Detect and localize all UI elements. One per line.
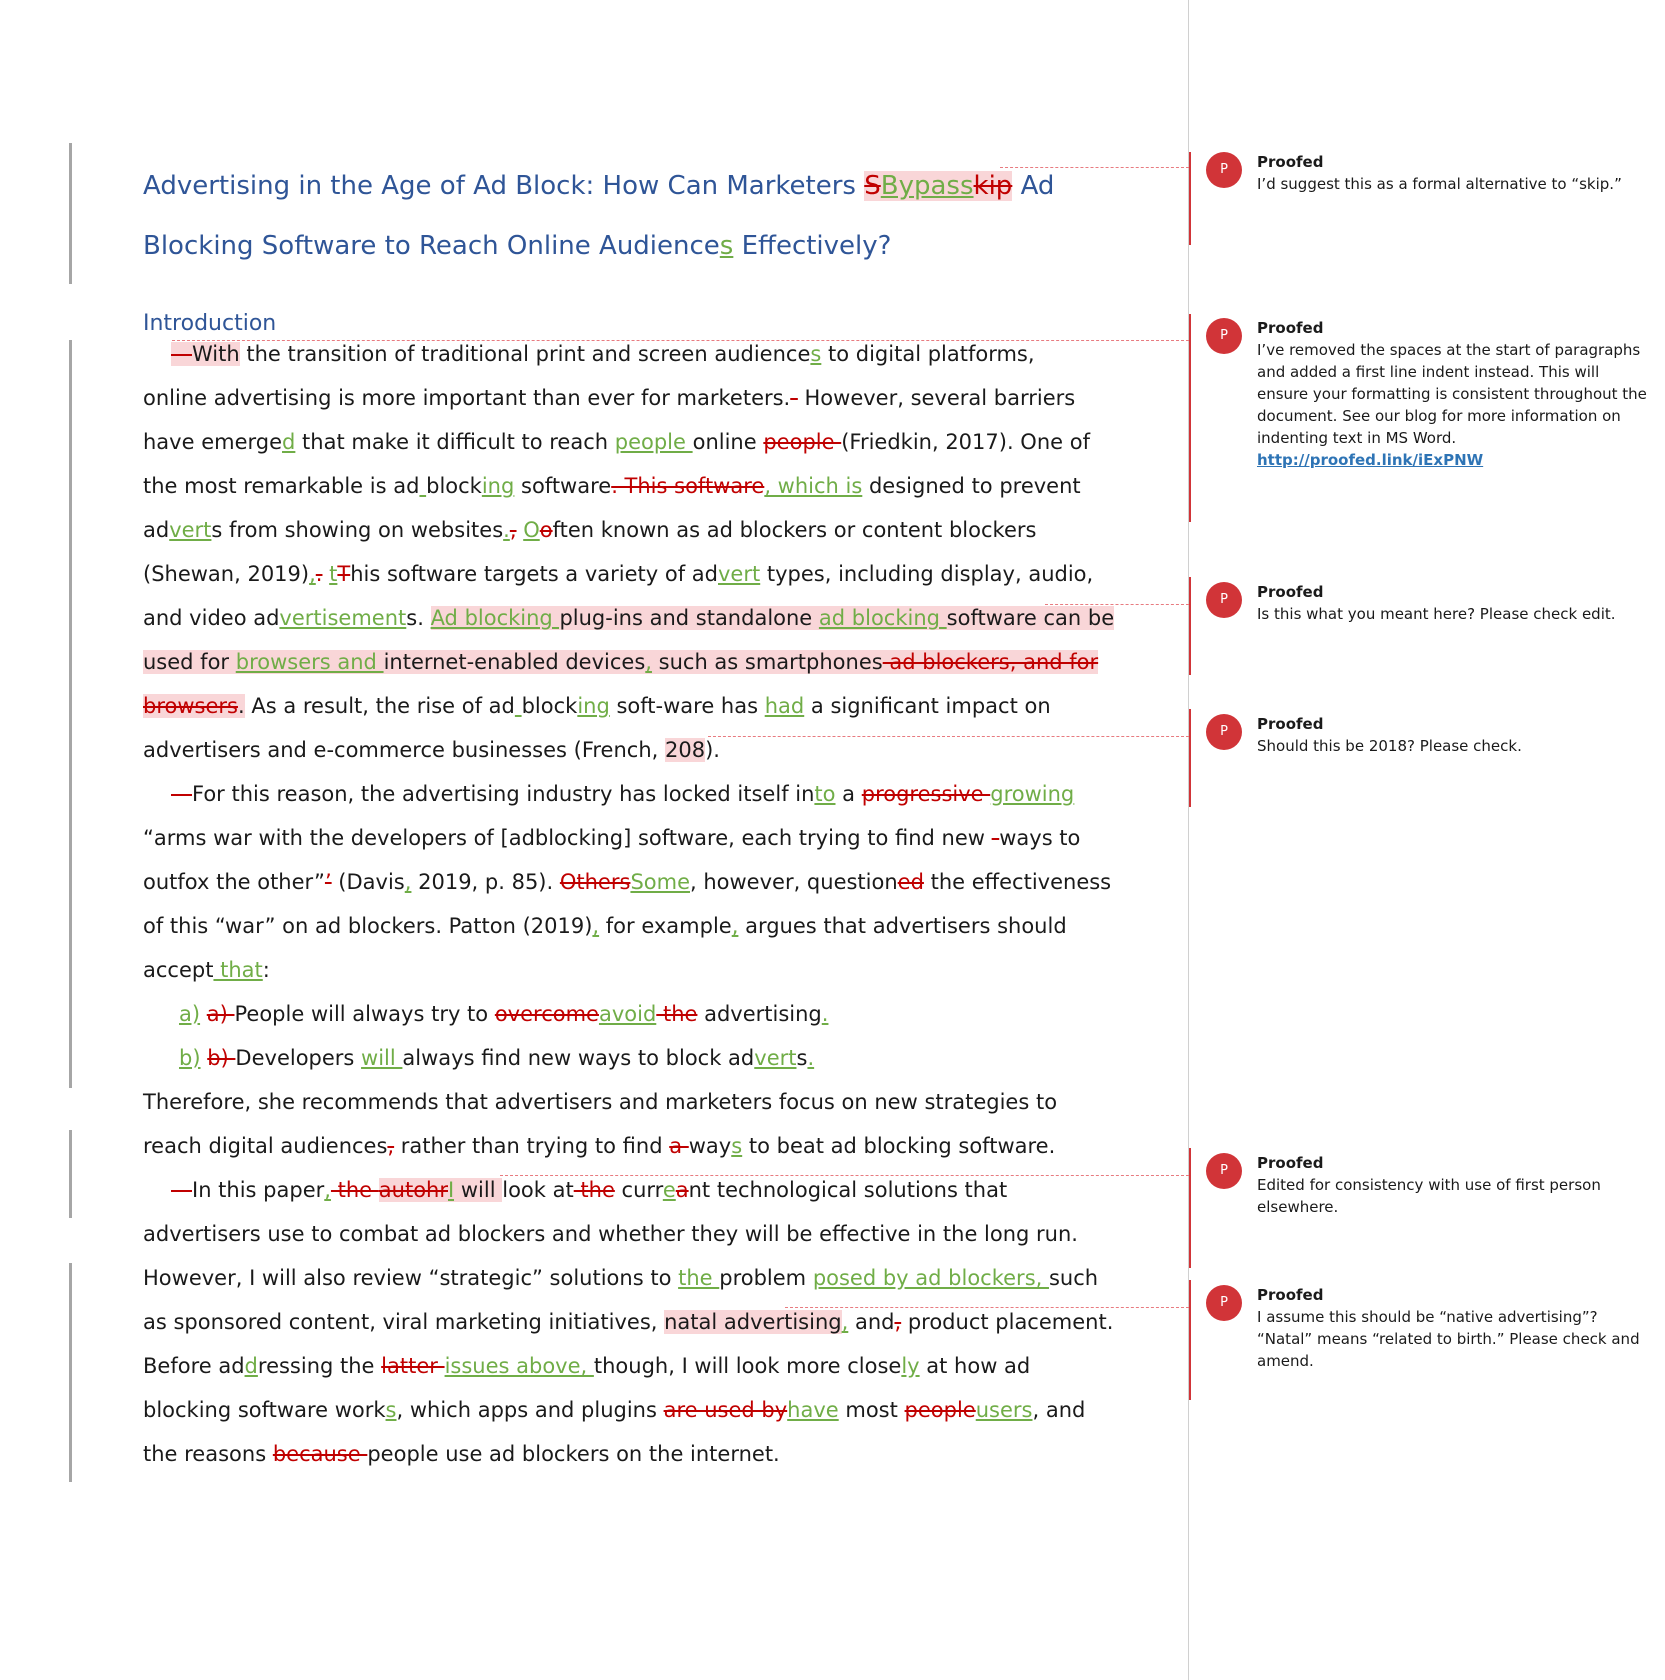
text-run: accept xyxy=(143,958,214,982)
text-run: a significant impact on xyxy=(804,694,1051,718)
deleted-text: ’ xyxy=(324,870,332,894)
text-run: online xyxy=(692,430,764,454)
inserted-text: vert xyxy=(169,518,212,542)
text-run: online advertising is more important than ever for marketers. xyxy=(143,386,791,410)
comment-author: Proofed xyxy=(1257,153,1324,171)
text-run: a xyxy=(835,782,862,806)
body-line xyxy=(143,779,1074,809)
text-run: the most remarkable is ad xyxy=(143,474,420,498)
comment-leader-line xyxy=(1000,167,1189,168)
comment-indicator-bar xyxy=(1189,314,1191,522)
text-run: types, including display, audio, xyxy=(760,562,1094,586)
inserted-text: b) xyxy=(179,1046,201,1070)
deleted-text: are used by xyxy=(663,1398,788,1422)
comment-leader-line xyxy=(785,1307,1189,1308)
text-run: , however, question xyxy=(690,870,898,894)
text-run: soft-ware has xyxy=(609,694,765,718)
comment-indicator-bar xyxy=(1189,1148,1191,1268)
text-run: As a result, the rise of ad xyxy=(244,694,515,718)
text-run: Ad xyxy=(1012,171,1055,201)
text-run: and xyxy=(848,1310,895,1334)
text-run: at how ad xyxy=(919,1354,1031,1378)
text-run: though, I will look more close xyxy=(593,1354,902,1378)
body-line xyxy=(143,1263,1098,1293)
inserted-text: Ad blocking xyxy=(430,606,560,630)
deleted-text: . xyxy=(315,562,323,586)
text-run: For this reason, the advertising industry has locked itself in xyxy=(192,782,815,806)
deleted-text: overcome xyxy=(494,1002,599,1026)
deleted-text: people xyxy=(763,430,842,454)
body-line xyxy=(143,471,1081,501)
text-run: advertisers use to combat ad blockers and whether they will be effective in the long run. xyxy=(143,1222,1078,1246)
text-run: product placement. xyxy=(901,1310,1114,1334)
avatar: P xyxy=(1206,152,1242,188)
inserted-text: d xyxy=(282,430,296,454)
inserted-text xyxy=(515,694,522,718)
inserted-text: avoid xyxy=(598,1002,657,1026)
text-run: However, several barriers xyxy=(797,386,1076,410)
comment-indicator-bar xyxy=(1189,1280,1191,1400)
text-run: “arms war with the developers of [adblocking] software, each trying to find new xyxy=(143,826,992,850)
comment-body: Is this what you meant here? Please check edit. xyxy=(1257,605,1616,623)
comment-text xyxy=(1257,735,1647,757)
deleted-text: Others xyxy=(559,870,631,894)
comment-body: I’d suggest this as a formal alternative to “skip.” xyxy=(1257,175,1622,193)
inserted-text: e xyxy=(662,1178,676,1202)
deleted-text: autohr xyxy=(378,1178,448,1202)
deleted-text: a) xyxy=(206,1002,235,1026)
text-run: Advertising in the Age of Ad Block: How Can Marketers xyxy=(143,171,865,201)
text-run: rather than trying to find xyxy=(394,1134,670,1158)
highlighted-text: 208 xyxy=(665,738,706,762)
text-run: for example xyxy=(599,914,732,938)
deleted-text: the xyxy=(573,1178,615,1202)
inserted-text: ad blocking xyxy=(818,606,947,630)
comment-author: Proofed xyxy=(1257,319,1324,337)
deleted-text: S xyxy=(864,171,881,201)
text-run: Developers xyxy=(235,1046,362,1070)
text-run: outfox the other” xyxy=(143,870,325,894)
inserted-text: , xyxy=(324,1178,331,1202)
inserted-text: growing xyxy=(990,782,1075,806)
text-run: always find new ways to block ad xyxy=(402,1046,755,1070)
deleted-text: a xyxy=(675,1178,689,1202)
inserted-text: vert xyxy=(718,562,761,586)
text-run: problem xyxy=(719,1266,813,1290)
inserted-text: t xyxy=(329,562,338,586)
text-run: designed to prevent xyxy=(862,474,1081,498)
body-line xyxy=(143,515,1036,545)
text-run: block xyxy=(426,474,482,498)
text-run: Before ad xyxy=(143,1354,245,1378)
body-line xyxy=(143,647,1098,677)
highlighted-text: With xyxy=(192,342,240,366)
comment-leader-line xyxy=(1045,604,1189,605)
text-run: ). xyxy=(705,738,720,762)
deleted-text: progressive xyxy=(861,782,991,806)
body-line xyxy=(143,1395,1085,1425)
inserted-text: . xyxy=(807,1046,815,1070)
text-run: (Davis xyxy=(331,870,405,894)
comment-indicator-bar xyxy=(1189,152,1191,245)
text-run: most xyxy=(838,1398,905,1422)
deleted-text: ad blockers, and for xyxy=(882,650,1099,674)
comment-text xyxy=(1257,339,1647,471)
deleted-text: , xyxy=(509,518,517,542)
inserted-text: I xyxy=(448,1178,455,1202)
highlighted-text: internet-enabled devices xyxy=(383,650,646,674)
deleted-text: — xyxy=(171,1178,192,1202)
body-line xyxy=(143,823,1080,853)
deleted-text: , xyxy=(387,1134,395,1158)
text-run: , which apps and plugins xyxy=(396,1398,664,1422)
text-run: and video ad xyxy=(143,606,280,630)
highlighted-text: software can be xyxy=(946,606,1115,630)
comment-author: Proofed xyxy=(1257,1154,1324,1172)
comment-link[interactable]: http://proofed.link/iExPNW xyxy=(1257,451,1484,469)
deleted-text: the xyxy=(656,1002,698,1026)
avatar: P xyxy=(1206,1153,1242,1189)
comment-author: Proofed xyxy=(1257,715,1324,733)
highlighted-text: such as smartphones xyxy=(651,650,883,674)
deleted-text: — xyxy=(171,782,192,806)
avatar: P xyxy=(1206,714,1242,750)
deleted-text: people xyxy=(904,1398,976,1422)
deleted-text: a xyxy=(669,1134,689,1158)
document-title-line-2 xyxy=(143,228,891,264)
inserted-text: , xyxy=(592,914,600,938)
text-run: that make it difficult to reach xyxy=(295,430,615,454)
comment-text xyxy=(1257,173,1647,195)
body-line xyxy=(143,603,1114,633)
inserted-text: will xyxy=(361,1046,403,1070)
inserted-text: , xyxy=(404,870,412,894)
inserted-text: browsers and xyxy=(235,650,384,674)
text-run: the effectiveness xyxy=(923,870,1112,894)
body-line xyxy=(143,955,270,985)
inserted-text: vertisement xyxy=(279,606,407,630)
text-run: Therefore, she recommends that advertisers and marketers focus on new strategies to xyxy=(143,1090,1058,1114)
highlighted-text: natal advertising xyxy=(664,1310,842,1334)
text-run: 2019, p. 85). xyxy=(411,870,560,894)
text-run: ways to xyxy=(999,826,1081,850)
inserted-text: , which is xyxy=(764,474,863,498)
text-run: : xyxy=(262,958,270,982)
text-run: argues that advertisers should xyxy=(738,914,1067,938)
text-run: the reasons xyxy=(143,1442,273,1466)
change-bar xyxy=(69,340,72,1088)
inserted-text: s xyxy=(385,1398,397,1422)
inserted-text: had xyxy=(764,694,805,718)
text-run: (Shewan, 2019) xyxy=(143,562,310,586)
text-run: , and xyxy=(1032,1398,1086,1422)
body-line xyxy=(143,1043,814,1073)
inserted-text: s xyxy=(719,231,734,261)
inserted-text: . xyxy=(821,1002,829,1026)
text-run: s. xyxy=(406,606,431,630)
comment-author: Proofed xyxy=(1257,583,1324,601)
inserted-text: ing xyxy=(481,474,515,498)
comment-text xyxy=(1257,1174,1647,1218)
text-run: Effectively? xyxy=(733,231,892,261)
text-run: ften known as ad blockers or content blockers xyxy=(552,518,1037,542)
body-line xyxy=(143,1175,1007,1205)
text-run: have emerge xyxy=(143,430,283,454)
deleted-text: browsers xyxy=(143,694,238,718)
body-line xyxy=(143,1307,1113,1337)
deleted-text: because xyxy=(272,1442,368,1466)
comment-leader-line xyxy=(500,1175,1189,1176)
inserted-text: , xyxy=(731,914,739,938)
body-line xyxy=(143,1439,780,1469)
inserted-text: users xyxy=(975,1398,1033,1422)
text-run: as sponsored content, viral marketing initiatives, xyxy=(143,1310,665,1334)
deleted-text: the xyxy=(330,1178,379,1202)
body-line xyxy=(143,339,1035,369)
inserted-text: Some xyxy=(630,870,690,894)
change-bar xyxy=(69,143,72,284)
comment-body: I’ve removed the spaces at the start of paragraphs and added a first line indent instead. This will ensure your formatting is consistent throughout the document. See our blog for more information on indenting text in MS Word. xyxy=(1257,341,1647,447)
inserted-text: Bypass xyxy=(880,171,974,201)
text-run: people use ad blockers on the internet. xyxy=(367,1442,780,1466)
deleted-text: , xyxy=(894,1310,902,1334)
deleted-text: - xyxy=(790,386,798,410)
deleted-text: kip xyxy=(973,171,1013,201)
inserted-text: posed by ad blockers, xyxy=(812,1266,1049,1290)
body-line xyxy=(143,867,1111,897)
deleted-text: - xyxy=(991,826,1000,850)
inserted-text: ly xyxy=(901,1354,920,1378)
text-run: curr xyxy=(614,1178,663,1202)
highlighted-text: used for xyxy=(143,650,236,674)
change-bar xyxy=(69,1130,72,1218)
text-run: way xyxy=(688,1134,732,1158)
body-line xyxy=(143,691,1051,721)
body-line xyxy=(143,999,828,1029)
markup-pane-divider xyxy=(1188,0,1189,1680)
body-line xyxy=(143,559,1093,589)
highlighted-text: will xyxy=(454,1178,503,1202)
inserted-text: ing xyxy=(577,694,610,718)
inserted-text: , xyxy=(309,562,316,586)
change-bar xyxy=(69,1263,72,1482)
document-title-line-1 xyxy=(143,168,1054,204)
body-line xyxy=(143,1131,1055,1161)
inserted-text: s xyxy=(731,1134,743,1158)
inserted-text: s xyxy=(810,342,822,366)
comment-body: Should this be 2018? Please check. xyxy=(1257,737,1522,755)
avatar: P xyxy=(1206,318,1242,354)
deleted-text: . This software xyxy=(611,474,765,498)
inserted-text: to xyxy=(814,782,836,806)
text-run: However, I will also review “strategic” solutions to xyxy=(143,1266,679,1290)
text-run: (Friedkin, 2017). One of xyxy=(841,430,1090,454)
inserted-text: O xyxy=(523,518,540,542)
avatar: P xyxy=(1206,1285,1242,1321)
comment-indicator-bar xyxy=(1189,577,1191,675)
text-run: Blocking Software to Reach Online Audience xyxy=(143,231,720,261)
text-run: his software targets a variety of ad xyxy=(350,562,718,586)
deleted-text: latter xyxy=(381,1354,445,1378)
deleted-text: ed xyxy=(897,870,924,894)
text-run: In this paper xyxy=(192,1178,325,1202)
body-line xyxy=(143,1351,1030,1381)
text-run: to digital platforms, xyxy=(821,342,1035,366)
comment-text xyxy=(1257,603,1647,625)
inserted-text: , xyxy=(841,1310,849,1334)
text-run: s xyxy=(796,1046,808,1070)
deleted-text: o xyxy=(539,518,553,542)
deleted-text: — xyxy=(171,342,192,366)
comment-body: I assume this should be “native advertising”? “Natal” means “related to birth.” Please check and amend. xyxy=(1257,1308,1640,1370)
deleted-text: b) xyxy=(207,1046,236,1070)
comment-text xyxy=(1257,1306,1647,1372)
text-run xyxy=(200,1002,207,1026)
text-run: of this “war” on ad blockers. Patton (2019) xyxy=(143,914,593,938)
body-line xyxy=(143,735,720,765)
inserted-text: issues above, xyxy=(444,1354,594,1378)
text-run: block xyxy=(521,694,578,718)
section-heading: Introduction xyxy=(143,311,277,336)
body-line xyxy=(143,383,1075,413)
body-line xyxy=(143,1087,1057,1117)
body-line xyxy=(143,427,1090,457)
body-line xyxy=(143,911,1067,941)
inserted-text: . xyxy=(503,518,510,542)
body-line xyxy=(143,1219,1078,1249)
inserted-text: d xyxy=(244,1354,258,1378)
inserted-text: the xyxy=(678,1266,720,1290)
text-run: nt technological solutions that xyxy=(688,1178,1008,1202)
comment-body: Edited for consistency with use of first person elsewhere. xyxy=(1257,1176,1601,1216)
inserted-text: , xyxy=(645,650,652,674)
deleted-text: T xyxy=(337,562,351,586)
highlighted-text: plug-ins and standalone xyxy=(559,606,819,630)
text-run: ressing the xyxy=(257,1354,382,1378)
text-run: to beat ad blocking software. xyxy=(742,1134,1056,1158)
inserted-text: people xyxy=(614,430,693,454)
comment-author: Proofed xyxy=(1257,1286,1324,1304)
inserted-text: have xyxy=(787,1398,839,1422)
text-run: the transition of traditional print and screen audience xyxy=(239,342,811,366)
text-run: look at xyxy=(502,1178,574,1202)
text-run: blocking software work xyxy=(143,1398,386,1422)
inserted-text: that xyxy=(213,958,263,982)
comment-indicator-bar xyxy=(1189,709,1191,807)
text-run: reach digital audiences xyxy=(143,1134,388,1158)
text-run: ad xyxy=(143,518,170,542)
inserted-text: a) xyxy=(179,1002,201,1026)
text-run: s from showing on websites xyxy=(211,518,504,542)
text-run: advertisers and e-commerce businesses (French, xyxy=(143,738,665,762)
text-run: such xyxy=(1048,1266,1099,1290)
comment-leader-line xyxy=(172,340,1189,341)
text-run: People will always try to xyxy=(234,1002,495,1026)
text-run: advertising xyxy=(697,1002,822,1026)
inserted-text: vert xyxy=(754,1046,797,1070)
avatar: P xyxy=(1206,582,1242,618)
comment-leader-line xyxy=(708,736,1189,737)
highlighted-text: . xyxy=(237,694,245,718)
text-run: software xyxy=(514,474,612,498)
